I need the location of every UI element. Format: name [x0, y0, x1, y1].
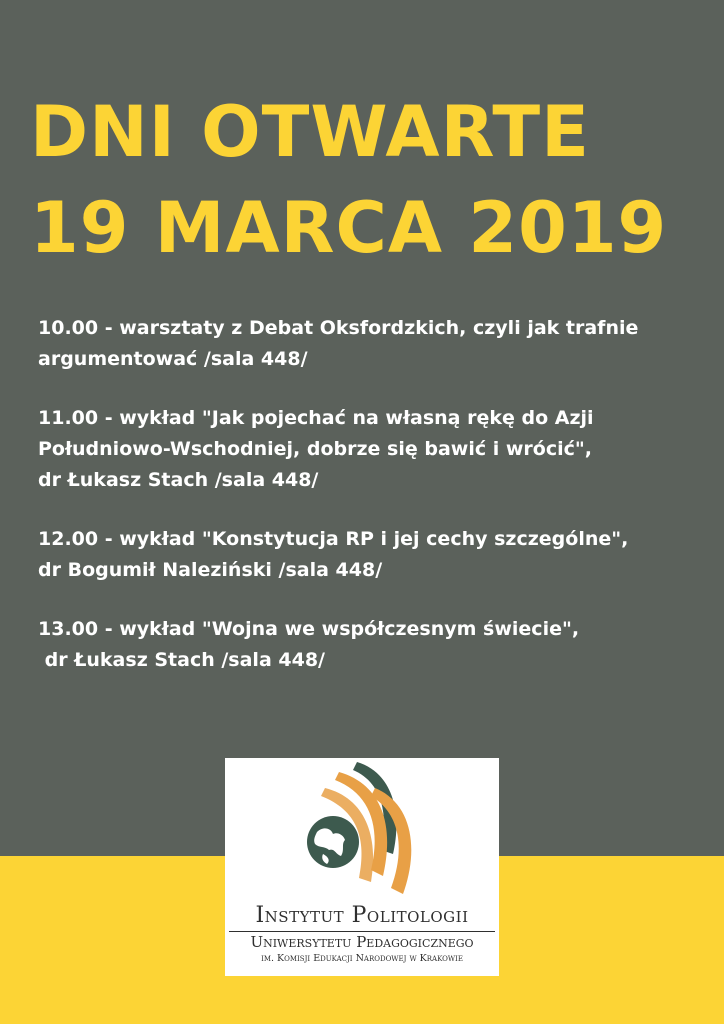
event-line: 11.00 - wykład "Jak pojechać na własną rękę do Azji	[38, 407, 594, 429]
globe-arcs-emblem-icon	[295, 758, 435, 900]
event-line: 10.00 - warsztaty z Debat Oksfordzkich, czyli jak trafnie	[38, 317, 639, 339]
event-item	[38, 403, 698, 496]
event-line: 13.00 - wykład "Wojna we współczesnym świecie",	[38, 618, 580, 640]
logo-text	[225, 903, 499, 966]
event-line: 12.00 - wykład "Konstytucja RP i jej cechy szczególne",	[38, 528, 629, 550]
event-line: dr Łukasz Stach /sala 448/	[38, 469, 319, 491]
event-line: Południowo-Wschodniej, dobrze się bawić i wrócić",	[38, 438, 592, 460]
event-item	[38, 524, 698, 586]
logo-university-patron: im. Komisji Edukacji Narodowej w Krakowie	[261, 953, 463, 964]
poster-title	[30, 84, 667, 276]
event-item	[38, 313, 698, 375]
event-item	[38, 614, 698, 676]
logo-university-name: Uniwersytetu Pedagogicznego	[229, 931, 495, 952]
event-line: dr Bogumił Naleziński /sala 448/	[38, 559, 383, 581]
institute-logo	[225, 758, 499, 976]
title-line-2: 19 MARCA 2019	[30, 187, 668, 269]
event-schedule	[38, 313, 698, 704]
event-line: dr Łukasz Stach /sala 448/	[38, 649, 325, 671]
title-line-1: DNI OTWARTE	[30, 91, 590, 173]
logo-institute-name: Instytut Politologii	[255, 903, 469, 928]
event-line: argumentować /sala 448/	[38, 348, 308, 370]
